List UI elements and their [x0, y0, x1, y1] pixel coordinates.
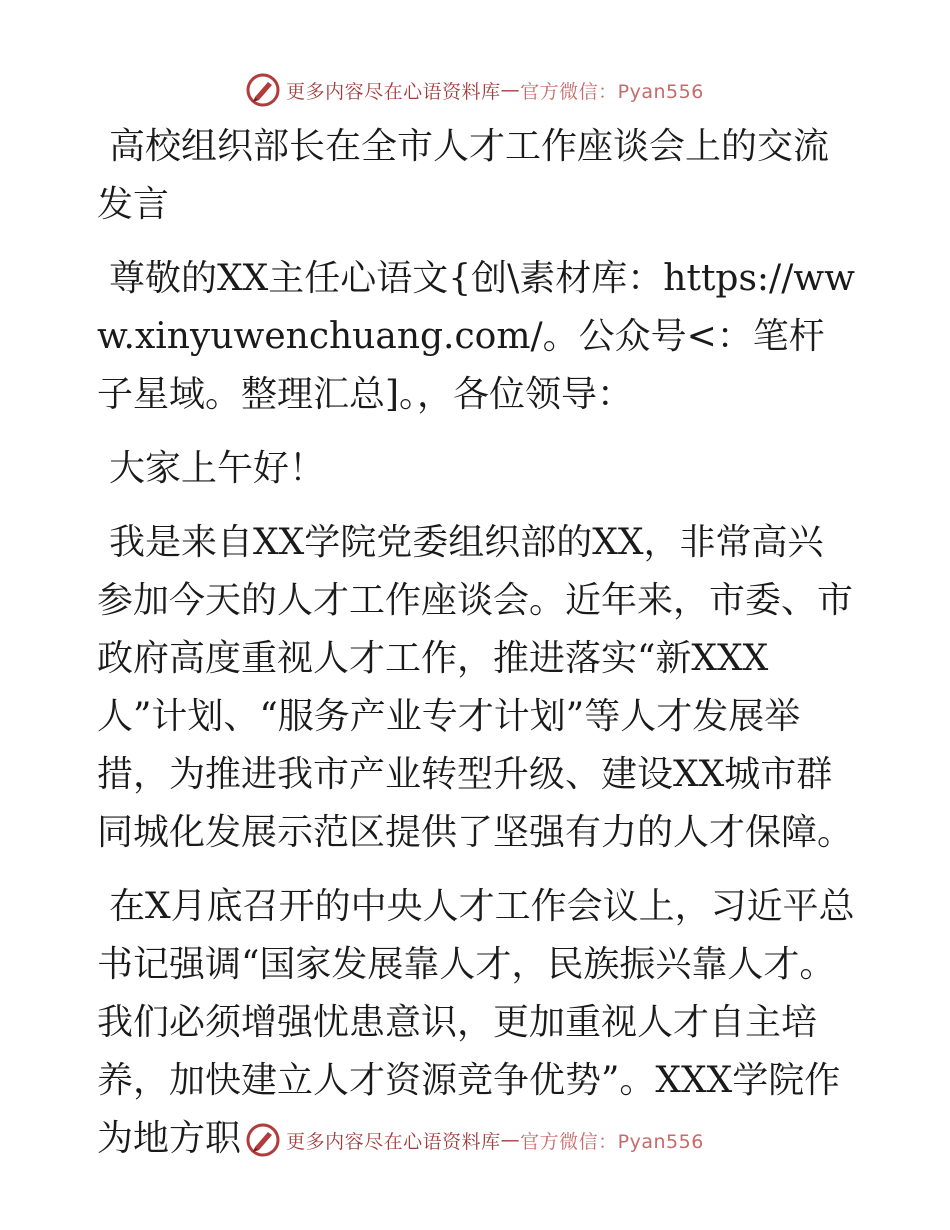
banner-dash: —: [500, 1129, 521, 1151]
document-title: 高校组织部长在全市人才工作座谈会上的交流发言: [97, 126, 830, 225]
footer-banner: [0, 1120, 950, 1160]
banner-text: 更多内容尽在心语资料库: [286, 1130, 501, 1153]
pen-logo-icon: [246, 73, 280, 107]
pen-logo-icon: [246, 1123, 280, 1157]
banner-dash: —: [500, 79, 521, 101]
paragraph-conference: 在X月底召开的中央人才工作会议上，习近平总书记强调“国家发展靠人才，民族振兴靠人才。我们必须增强忧患意识，更加重视人才自主培养，加快建立人才资源竞争优势”。XXX学院作为地方职: [97, 886, 855, 1159]
banner-text: 更多内容尽在心语资料库: [286, 80, 501, 103]
paragraph-intro: 我是来自XX学院党委组织部的XX，非常高兴参加今天的人才工作座谈会。近年来，市委、市政府高度重视人才工作，推进落实“新XXX人”计划、“服务产业专才计划”等人才发展举措，为推进我市产业转型升级、建设XX城市群同城化发展示范区提供了坚强有力的人才保障。: [97, 522, 854, 853]
document-body: [97, 118, 857, 1184]
header-banner: [0, 70, 950, 110]
paragraph-salutation: 尊敬的XX主任心语文{创\素材库：https://www.xinyuwenchuang.com/。公众号<：笔杆子星域。整理汇总]。，各位领导：: [97, 258, 855, 415]
banner-contact: 官方微信：Pyan556: [520, 1130, 704, 1153]
banner-contact: 官方微信：Pyan556: [520, 80, 704, 103]
paragraph-greeting: 大家上午好！: [109, 448, 326, 489]
